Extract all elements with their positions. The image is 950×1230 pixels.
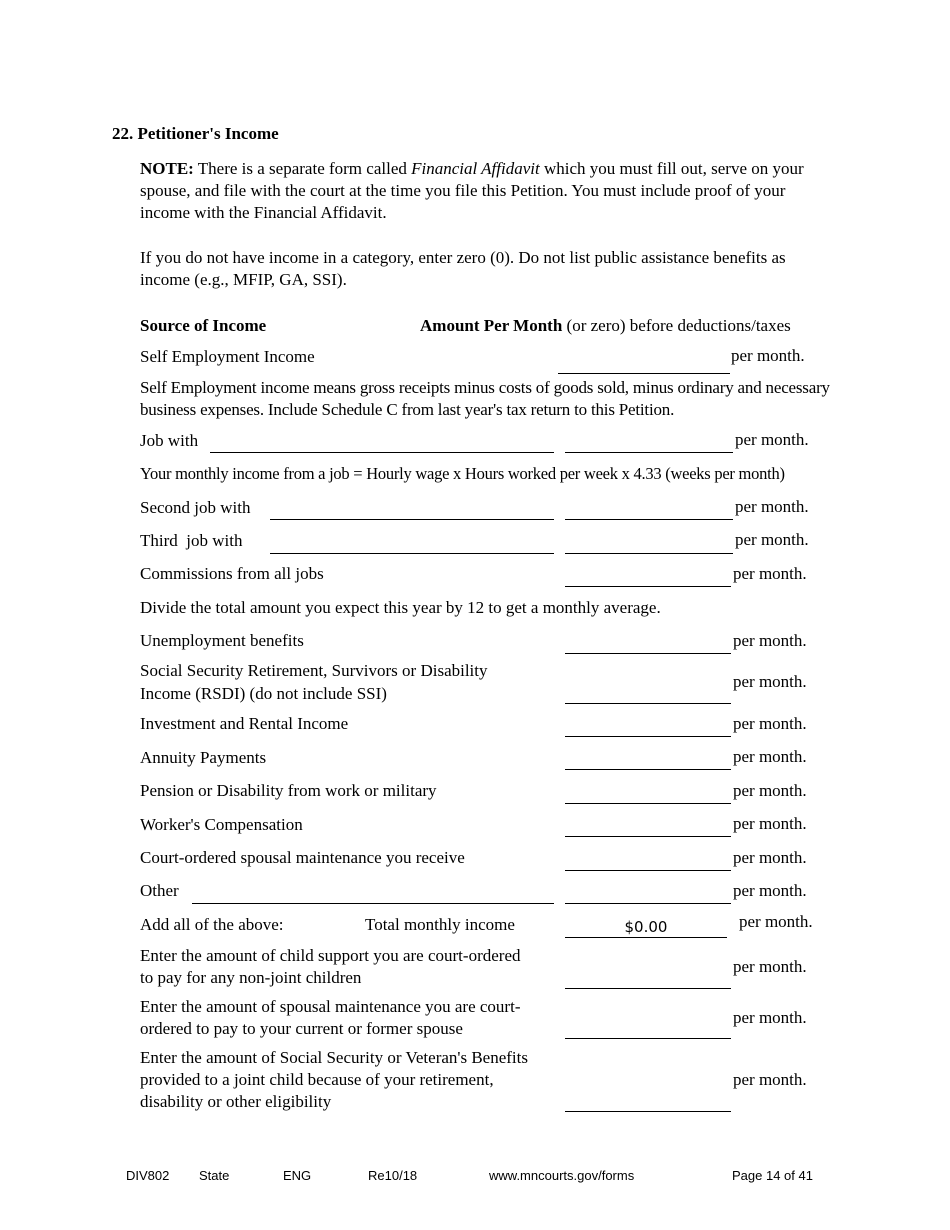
investment-label: Investment and Rental Income <box>140 714 349 733</box>
ss-vet-amount-field[interactable] <box>565 1091 731 1112</box>
note-label: NOTE: <box>140 159 194 178</box>
spousal-pay-label-line1: Enter the amount of spousal maintenance you are court- <box>140 997 521 1016</box>
social-security-label-line1: Social Security Retirement, Survivors or Disability <box>140 661 488 680</box>
commissions-label: Commissions from all jobs <box>140 564 324 583</box>
per-month-label: per month. <box>733 848 807 867</box>
add-all-label: Add all of the above: <box>140 915 284 934</box>
note-text-after: which you must fill out, serve on your spouse, and file with the court at the time you file this Petition. You must include proof of your income with the Financial Affidavit. <box>140 159 804 222</box>
workers-comp-label: Worker's Compensation <box>140 815 303 834</box>
header-amount-label: Amount Per Month <box>420 316 563 335</box>
pension-label: Pension or Disability from work or military <box>140 781 437 800</box>
job-employer-field[interactable] <box>210 432 554 453</box>
annuity-label: Annuity Payments <box>140 748 267 767</box>
header-amount <box>420 315 791 337</box>
self-employment-note: Self Employment income means gross receipts minus costs of goods sold, minus ordinary and necessary business expenses. Include Schedule C from last year's tax return to this Petition. <box>140 378 830 419</box>
job-amount-field[interactable] <box>565 432 733 453</box>
per-month-label: per month. <box>731 346 805 365</box>
other-description-field[interactable] <box>192 883 554 904</box>
pension-amount-field[interactable] <box>565 783 731 804</box>
third-job-amount-field[interactable] <box>565 533 733 554</box>
spousal-receive-label: Court-ordered spousal maintenance you receive <box>140 848 465 867</box>
second-job-label: Second job with <box>140 498 251 517</box>
other-label: Other <box>140 881 179 900</box>
per-month-label: per month. <box>735 497 809 516</box>
per-month-label: per month. <box>733 957 807 976</box>
header-amount-note: (or zero) before deductions/taxes <box>562 316 791 335</box>
self-employment-label: Self Employment Income <box>140 347 315 366</box>
job-income-note: Your monthly income from a job = Hourly wage x Hours worked per week x 4.33 (weeks per month) <box>140 464 785 483</box>
per-month-label: per month. <box>739 912 813 931</box>
per-month-label: per month. <box>735 530 809 549</box>
ss-vet-label-line2: provided to a joint child because of your retirement, <box>140 1070 494 1089</box>
child-support-amount-field[interactable] <box>565 968 731 989</box>
workers-comp-amount-field[interactable] <box>565 816 731 837</box>
commissions-note: Divide the total amount you expect this year by 12 to get a monthly average. <box>140 598 661 617</box>
footer-url[interactable]: www.mncourts.gov/forms <box>489 1168 635 1183</box>
per-month-label: per month. <box>733 1070 807 1089</box>
per-month-label: per month. <box>733 1008 807 1027</box>
social-security-amount-field[interactable] <box>565 683 731 704</box>
footer-form-code: DIV802 <box>126 1168 170 1183</box>
per-month-label: per month. <box>733 814 807 833</box>
per-month-label: per month. <box>733 714 807 733</box>
second-job-employer-field[interactable] <box>270 499 554 520</box>
child-support-label-line2: to pay for any non-joint children <box>140 968 362 987</box>
per-month-label: per month. <box>733 881 807 900</box>
note-text-before: There is a separate form called <box>193 159 412 178</box>
per-month-label: per month. <box>733 747 807 766</box>
per-month-label: per month. <box>733 781 807 800</box>
footer-page-number: Page 14 of 41 <box>732 1168 813 1183</box>
per-month-label: per month. <box>733 672 807 691</box>
investment-amount-field[interactable] <box>565 716 731 737</box>
social-security-label-line2: Income (RSDI) (do not include SSI) <box>140 684 387 703</box>
annuity-amount-field[interactable] <box>565 749 731 770</box>
total-income-label: Total monthly income <box>365 915 515 934</box>
self-employment-amount-field[interactable] <box>558 353 730 374</box>
spousal-pay-amount-field[interactable] <box>565 1018 731 1039</box>
second-job-amount-field[interactable] <box>565 499 733 520</box>
footer-revision: Re10/18 <box>368 1168 418 1183</box>
ss-vet-label-line3: disability or other eligibility <box>140 1092 332 1111</box>
header-source: Source of Income <box>140 316 267 335</box>
spousal-receive-amount-field[interactable] <box>565 850 731 871</box>
ss-vet-label-line1: Enter the amount of Social Security or Veteran's Benefits <box>140 1048 528 1067</box>
commissions-amount-field[interactable] <box>565 566 731 587</box>
job-label: Job with <box>140 431 199 450</box>
per-month-label: per month. <box>733 631 807 650</box>
section-title: 22. Petitioner's Income <box>112 124 279 143</box>
footer-jurisdiction: State <box>199 1168 230 1183</box>
per-month-label: per month. <box>733 564 807 583</box>
note-paragraph <box>140 158 835 224</box>
total-income-field[interactable] <box>565 917 727 938</box>
per-month-label: per month. <box>735 430 809 449</box>
unemployment-amount-field[interactable] <box>565 633 731 654</box>
note-form-name: Financial Affidavit <box>411 159 540 178</box>
footer-language: ENG <box>283 1168 312 1183</box>
unemployment-label: Unemployment benefits <box>140 631 304 650</box>
instruction-paragraph: If you do not have income in a category, enter zero (0). Do not list public assistance benefits as income (e.g., MFIP, GA, SSI). <box>140 248 786 289</box>
other-amount-field[interactable] <box>565 883 731 904</box>
spousal-pay-label-line2: ordered to pay to your current or former spouse <box>140 1019 463 1038</box>
third-job-label: Third job with <box>140 531 243 550</box>
child-support-label-line1: Enter the amount of child support you are court-ordered <box>140 946 521 965</box>
third-job-employer-field[interactable] <box>270 533 554 554</box>
